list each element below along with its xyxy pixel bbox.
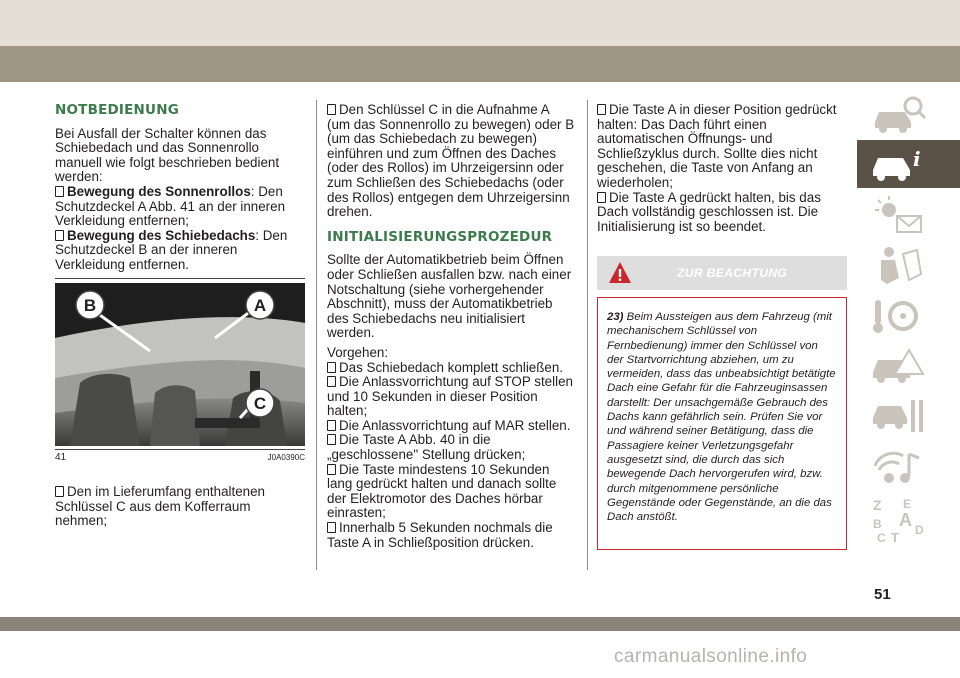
- top-band: [0, 0, 960, 46]
- svg-text:B: B: [873, 517, 882, 531]
- list-item: Innerhalb 5 Sekunden nochmals die Taste A in Schließposition drücken.: [327, 520, 553, 550]
- top-stripe: [0, 46, 960, 82]
- checkbox-icon: [55, 486, 64, 497]
- multimedia-icon: [869, 446, 929, 490]
- list-item: Bewegung des Sonnenrollos: Den Schutzdeckel A Abb. 41 an der inneren Verkleidung entfernen;: [55, 183, 286, 229]
- warning-text: 23) Beim Aussteigen aus dem Fahrzeug (mit mechanischem Schlüssel von Fernbedienung) immer den Schlüssel von der Startvorrichtung abziehen, um zu vermeiden, dass das unbeabsichtigt betätigte Dach eine Gefahr für die Fahrzeuginsassen darstellt: Der unsachgemäße Gebrauch des Dachs kann gefährlich sein. Prüfen Sie vor und während seiner Betätigung, dass die Passagiere keiner Verletzungsgefahr ausgesetzt sind, die durch das sich bewegende Dach hervorgerufen wird, bzw. durch mitgenommene persönliche Gegenstände oder Gegenstände, an die das Dach anstößt.: [607, 311, 836, 524]
- sidebar-item-safety[interactable]: [857, 242, 960, 290]
- figure-illustration: [55, 283, 305, 446]
- label-b: B: [83, 296, 97, 315]
- column-3: [597, 103, 847, 234]
- light-mail-icon: [869, 194, 929, 238]
- checkbox-icon: [597, 104, 606, 115]
- column-2: [327, 103, 575, 550]
- checkbox-icon: [327, 522, 336, 533]
- heading-notbedienung: NOTBEDIENUNG: [55, 102, 179, 118]
- heading-initialisierungsprozedur: INITIALISIERUNGSPROZEDUR: [327, 228, 553, 245]
- car-warning-icon: [869, 344, 929, 388]
- page-number: 51: [874, 586, 891, 603]
- car-tools-icon: [869, 394, 929, 438]
- svg-text:i: i: [913, 147, 921, 171]
- label-c: C: [253, 394, 267, 413]
- sidebar-item-vehicle-info[interactable]: [857, 140, 960, 188]
- list-item: Den Schlüssel C in die Aufnahme A (um das Sonnenrollo zu bewegen) oder B (um das Schiebedach zu bewegen) einführen und zum Öffnen des Daches (oder des Rollos) im Uhrzeigersinn oder zum Schließen des Schiebedachs (oder des Rollos) entgegen dem Uhrzeigersinn drehen.: [327, 102, 575, 220]
- warning-title: ZUR BEACHTUNG: [677, 266, 788, 280]
- sidebar-item-index[interactable]: [857, 496, 960, 544]
- column-divider: [587, 100, 588, 570]
- seat-airbag-icon: [869, 244, 929, 288]
- list-item: Die Taste mindestens 10 Sekunden lang gedrückt halten und danach sollte der Elektromotor des Daches hörbar einrasten;: [327, 461, 557, 521]
- svg-text:T: T: [891, 530, 899, 545]
- label-a: A: [253, 296, 267, 315]
- svg-text:Z: Z: [873, 497, 882, 513]
- car-info-icon: [869, 144, 929, 184]
- column-1: [55, 103, 305, 273]
- warning-triangle-icon: [608, 261, 632, 285]
- sidebar-item-starting[interactable]: [857, 292, 960, 340]
- list-item: Das Schiebedach komplett schließen.: [327, 361, 575, 376]
- list-item: Die Taste A in dieser Position gedrückt halten: Das Dach führt einen automatischen Öffnungs- und Schließzyklus durch. Sollte dies nicht geschehen, die Taste von Anfang an wiederholen;: [597, 102, 837, 190]
- sidebar-item-multimedia[interactable]: [857, 444, 960, 492]
- bottom-band: [0, 617, 960, 631]
- list-item: Die Taste A gedrückt halten, bis das Dach vollständig geschlossen ist. Die Initialisierung ist so beendet.: [597, 189, 821, 234]
- sunroof-photo: [55, 283, 305, 446]
- svg-text:E: E: [903, 497, 912, 511]
- checkbox-icon: [597, 192, 606, 203]
- checkbox-icon: [327, 464, 336, 475]
- checkbox-icon: [327, 420, 336, 431]
- sidebar-item-lights[interactable]: [857, 192, 960, 240]
- intro-text: Bei Ausfall der Schalter können das Schiebedach und das Sonnenrollo manuell wie folgt beschrieben bedient werden:: [55, 125, 280, 185]
- checkbox-icon: [327, 434, 336, 445]
- warning-box: [597, 297, 847, 550]
- checkbox-icon: [327, 104, 336, 115]
- figure-41: [55, 278, 305, 463]
- intro-text: Sollte der Automatikbetrieb beim Öffnen oder Schließen ausfallen bzw. nach einer Notschaltung (siehe vorhergehender Abschnitt), muss der Automatikbetrieb des Schiebedachs neu initialisiert werden.: [327, 252, 572, 341]
- list-item: Den im Lieferumfang enthaltenen Schlüssel C aus dem Kofferraum nehmen;: [55, 484, 266, 529]
- checkbox-icon: [55, 186, 64, 197]
- svg-text:A: A: [899, 510, 912, 530]
- sidebar-item-dashboard[interactable]: [857, 90, 960, 138]
- sidebar-item-emergency[interactable]: [857, 342, 960, 390]
- watermark-text: carmanualsonline.info: [614, 646, 808, 667]
- list-item: Die Taste A Abb. 40 in die „geschlossene" Stellung drücken;: [327, 432, 526, 463]
- sidebar-item-maintenance[interactable]: [857, 392, 960, 440]
- vorgehen-label: Vorgehen:: [327, 344, 389, 360]
- list-item: Die Anlassvorrichtung auf MAR stellen.: [327, 419, 575, 434]
- checkbox-icon: [327, 362, 336, 373]
- column-divider: [316, 100, 317, 570]
- svg-text:D: D: [915, 523, 924, 537]
- figure-code: J0A0390C: [267, 453, 305, 462]
- checkbox-icon: [327, 376, 336, 387]
- figure-caption: [55, 449, 305, 463]
- checkbox-icon: [55, 230, 64, 241]
- svg-text:C: C: [877, 531, 886, 545]
- figure-number: 41: [55, 452, 67, 463]
- list-item: Bewegung des Schiebedachs: Den Schutzdeckel B an der inneren Verkleidung entfernen.: [55, 227, 288, 272]
- index-letters-icon: [867, 494, 937, 546]
- column-1-bottom: [55, 485, 305, 529]
- key-steering-wheel-icon: [869, 294, 929, 338]
- chapter-sidebar: [857, 86, 960, 615]
- car-search-icon: [869, 92, 929, 136]
- warning-header: [597, 256, 847, 290]
- list-item: Die Anlassvorrichtung auf STOP stellen und 10 Sekunden in dieser Position halten;: [327, 374, 573, 419]
